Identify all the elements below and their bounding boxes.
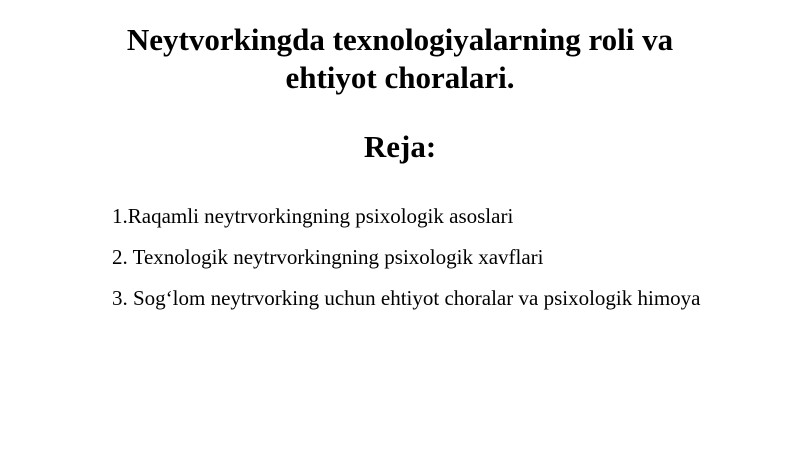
plan-item-1: 1.Raqamli neytrvorkingning psixologik asoslari: [112, 204, 514, 228]
slide-title: [0, 21, 800, 97]
slide-title-line-1: Neytvorkingda texnologiyalarning roli va: [126, 22, 674, 57]
plan-item-3: 3. Sog‘lom neytrvorking uchun ehtiyot choralar va psixologik himoya: [112, 286, 701, 310]
slide-title-line-2: ehtiyot choralari.: [285, 60, 515, 95]
plan-list: [112, 196, 752, 319]
plan-heading: Reja:: [363, 129, 437, 164]
plan-item-2: 2. Texnologik neytrvorkingning psixologik xavflari: [112, 245, 544, 269]
